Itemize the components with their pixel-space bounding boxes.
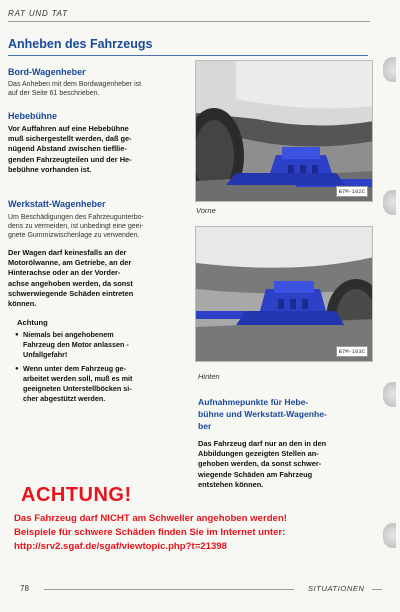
header-rule [8, 21, 370, 22]
binding-hole [383, 190, 396, 215]
achtung-bullet [15, 330, 187, 360]
section-heading-bord: Bord-Wagenheber [8, 67, 86, 77]
werkstatt-warning-text [8, 248, 188, 309]
aufnahme-text [198, 439, 370, 490]
footer-rule [372, 589, 382, 590]
achtung-bullet [15, 364, 187, 404]
werkstatt-intro [8, 213, 190, 240]
bullet-line: ● Niemals bei angehobenem [23, 330, 114, 339]
rear-lift-illustration [196, 227, 373, 362]
achtung-bullet-list [15, 330, 187, 408]
hebebuehne-text-line: bebühne vorhanden ist. [8, 164, 92, 174]
bullet-line: cher abgestützt werden. [23, 394, 106, 403]
aufnahme-text-line: gehoben werden, da sonst schwer- [198, 459, 322, 469]
werkstatt-text-line: achse angehoben werden, da sonst [8, 278, 133, 288]
section-heading-aufnahmepunkte [198, 396, 327, 432]
bord-text [8, 80, 190, 98]
binding-hole [383, 523, 396, 548]
figure-code-front: B7M-102C [336, 186, 368, 197]
aufnahme-text-line: entstehen können. [198, 479, 264, 489]
figure-caption-rear: Hinten [198, 372, 220, 381]
hebebuehne-text [8, 124, 188, 175]
figure-code-rear: B7M-103C [336, 346, 368, 357]
figure-front-lift-point [195, 60, 373, 202]
page-number: 78 [20, 584, 29, 593]
footer-section-label: SITUATIONEN [308, 584, 365, 593]
bord-text-line: auf der Seite 61 beschrieben. [8, 90, 100, 97]
bullet-line: Unfallgefahr! [23, 350, 68, 359]
werkstatt-intro-line: dens zu vermeiden, ist unbedingt eine geei- [8, 223, 144, 230]
heading-line: bühne und Werkstatt-Wagenhe- [198, 409, 327, 419]
aufnahme-text-line: Abbildungen gezeigten Stellen an- [198, 449, 319, 459]
bullet-line: arbeitet werden soll, muß es mit [23, 374, 133, 383]
werkstatt-intro-line: Um Beschädigungen des Fahrzeugunterbo- [8, 214, 144, 221]
werkstatt-text-line: schwerwiegende Schäden eintreten [8, 288, 134, 298]
front-lift-illustration [196, 61, 373, 202]
warning-link[interactable]: http://srv2.sgaf.de/sgaf/viewtopic.php?t=21398 [14, 541, 227, 552]
aufnahme-text-line: Das Fahrzeug darf nur an den in den [198, 439, 327, 448]
aufnahme-text-line: wiegende Schäden am Fahrzeug [198, 469, 313, 479]
section-heading-werkstatt: Werkstatt-Wagenheber [8, 199, 106, 209]
bullet-line: Fahrzeug den Motor anlassen - [23, 340, 129, 349]
heading-line: ber [198, 421, 212, 431]
bullet-line: ● Wenn unter dem Fahrzeug ge- [23, 364, 126, 373]
werkstatt-intro-line: gnete Gummizwischenlage zu verwenden. [8, 232, 140, 239]
werkstatt-text-line: Hinterachse oder an der Vorder- [8, 268, 121, 278]
achtung-heading: Achtung [17, 318, 48, 327]
bullet-line: geeigneten Unterstellböcken si- [23, 384, 132, 393]
bord-text-line: Das Anheben mit dem Bordwagenheber ist [8, 81, 142, 88]
running-header: RAT UND TAT [8, 9, 68, 18]
werkstatt-text-line: Der Wagen darf keinesfalls an der [8, 248, 127, 257]
chapter-rule [8, 55, 368, 56]
figure-caption-front: Vorne [196, 206, 216, 215]
warning-title: ACHTUNG! [21, 484, 132, 506]
heading-line: Aufnahmepunkte für Hebe- [198, 397, 309, 407]
figure-rear-lift-point [195, 226, 373, 362]
hebebuehne-text-line: genden Fahrzeugteilen und der He- [8, 154, 132, 164]
hebebuehne-text-line: Vor Auffahren auf eine Hebebühne [8, 124, 129, 133]
footer-rule [44, 589, 294, 590]
warning-line: Das Fahrzeug darf NICHT am Schweller angehoben werden! [14, 513, 287, 524]
chapter-title: Anheben des Fahrzeugs [8, 37, 153, 51]
section-heading-hebebuehne: Hebebühne [8, 111, 58, 121]
warning-line: Beispiele für schwere Schäden finden Sie im Internet unter: [14, 527, 286, 538]
hebebuehne-text-line: nügend Abstand zwischen tiefllie- [8, 144, 127, 154]
werkstatt-text-line: können. [8, 299, 37, 309]
binding-hole [383, 57, 396, 82]
binding-hole [383, 382, 396, 407]
hebebuehne-text-line: muß sichergestellt werden, daß ge- [8, 134, 132, 144]
werkstatt-text-line: Motorölwanne, am Getriebe, an der [8, 258, 132, 268]
